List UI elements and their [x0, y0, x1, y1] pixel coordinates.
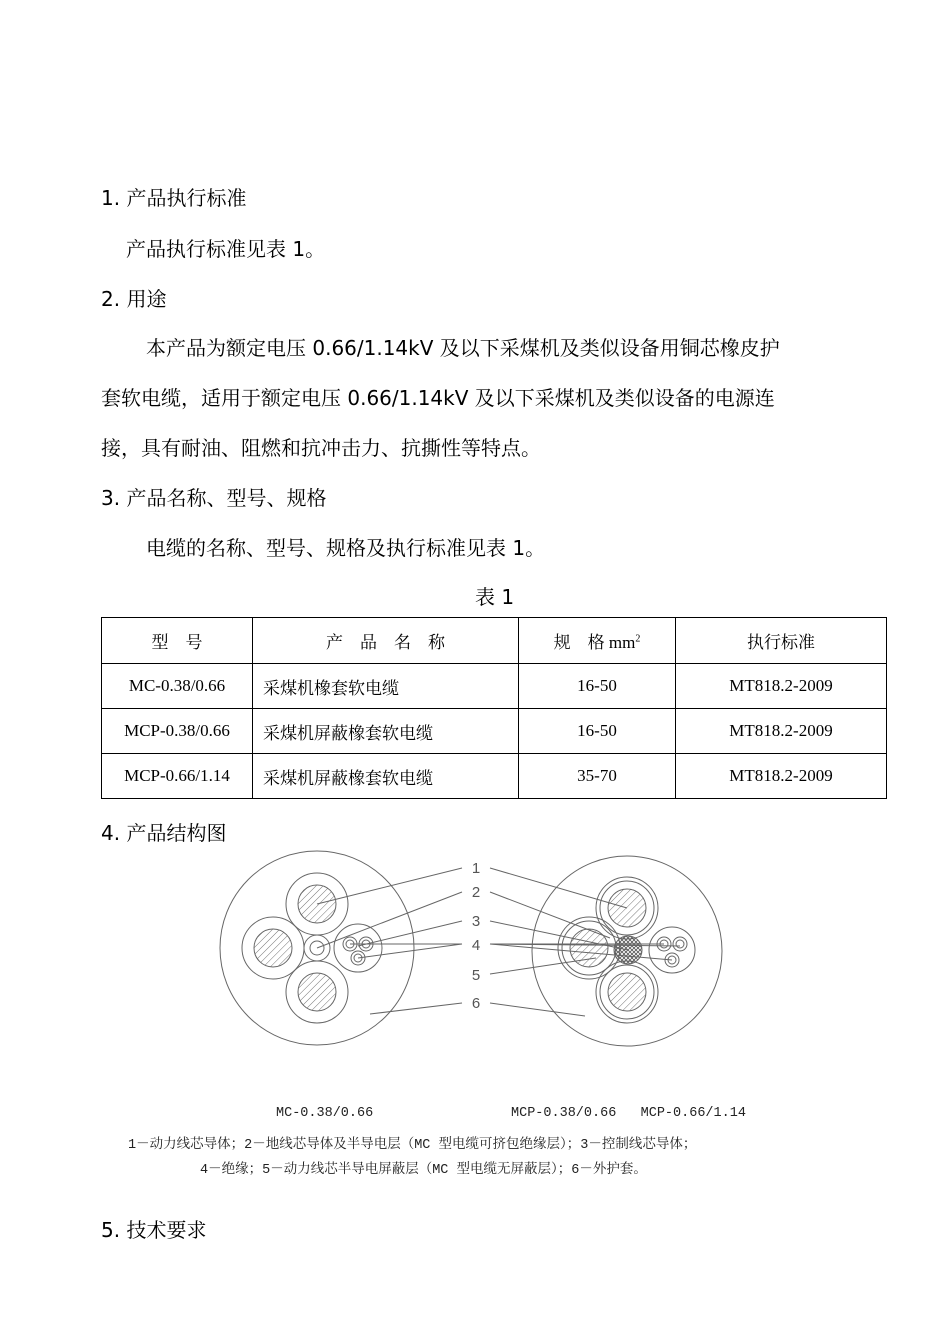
section-5-heading: 5. 技术要求 [101, 1218, 207, 1242]
cell-standard: MT818.2-2009 [676, 664, 887, 709]
cell-standard: MT818.2-2009 [676, 709, 887, 754]
cell-standard: MT818.2-2009 [676, 754, 887, 799]
section-2-line-1: 本产品为额定电压 0.66/1.14kV 及以下采煤机及类似设备用铜芯橡皮护 [146, 336, 780, 360]
cell-name: 采煤机屏蔽橡套软电缆 [253, 754, 519, 799]
diagram-label-3: 3 [471, 913, 481, 930]
section-1-heading: 1. 产品执行标准 [101, 186, 247, 210]
cell-model: MC-0.38/0.66 [102, 664, 253, 709]
cell-model: MCP-0.66/1.14 [102, 754, 253, 799]
header-name: 产 品 名 称 [253, 618, 519, 664]
table-title: 表 1 [475, 585, 515, 609]
section-4-heading: 4. 产品结构图 [101, 821, 227, 845]
table-header-row [102, 618, 887, 664]
section-3-heading: 3. 产品名称、型号、规格 [101, 486, 327, 510]
control-core-group-right [649, 927, 695, 973]
section-2-heading: 2. 用途 [101, 287, 167, 311]
diagram-label-6: 6 [471, 995, 481, 1012]
diagram-label-4: 4 [471, 937, 481, 954]
table-row [102, 754, 887, 799]
control-core-b-right [673, 937, 687, 951]
table-row [102, 709, 887, 754]
conductor-bottom-right [608, 973, 646, 1011]
cell-model: MCP-0.38/0.66 [102, 709, 253, 754]
conductor-left-left [254, 929, 292, 967]
caption-mc: MC-0.38/0.66 [276, 1106, 374, 1121]
section-1-text: 产品执行标准见表 1。 [126, 237, 326, 261]
mcp-cable-cross-section [532, 856, 722, 1046]
spec-table [101, 617, 887, 799]
header-spec-label: 规 格 [553, 633, 605, 652]
cell-spec: 35-70 [519, 754, 676, 799]
section-2-line-3: 接，具有耐油、阻燃和抗冲击力、抗撕性等特点。 [101, 436, 541, 460]
header-spec-unit-sup: 2 [635, 633, 641, 645]
header-spec-unit: mm [608, 633, 636, 652]
diagram-label-1: 1 [471, 860, 481, 877]
header-spec [519, 618, 676, 664]
cell-spec: 16-50 [519, 664, 676, 709]
diagram-label-5: 5 [471, 967, 481, 984]
section-3-text: 电缆的名称、型号、规格及执行标准见表 1。 [146, 536, 546, 560]
caption-mcp: MCP-0.38/0.66 MCP-0.66/1.14 [511, 1106, 746, 1121]
conductor-bottom-left [298, 973, 336, 1011]
legend-line-2: 4－绝缘；5－动力线芯半导电屏蔽层（MC 型电缆无屏蔽层）；6－外护套。 [200, 1163, 647, 1178]
header-standard: 执行标准 [676, 618, 887, 664]
cell-name: 采煤机橡套软电缆 [253, 664, 519, 709]
diagram-label-2: 2 [471, 884, 481, 901]
cable-structure-diagram [200, 846, 760, 1096]
section-2-line-2: 套软电缆，适用于额定电压 0.66/1.14kV 及以下采煤机及类似设备的电源连 [101, 386, 775, 410]
header-model: 型 号 [102, 618, 253, 664]
legend-line-1: 1－动力线芯导体；2－地线芯导体及半导电层（MC 型电缆可挤包绝缘层）；3－控制线芯导体； [128, 1138, 697, 1153]
cell-name: 采煤机屏蔽橡套软电缆 [253, 709, 519, 754]
cell-spec: 16-50 [519, 709, 676, 754]
table-row [102, 664, 887, 709]
